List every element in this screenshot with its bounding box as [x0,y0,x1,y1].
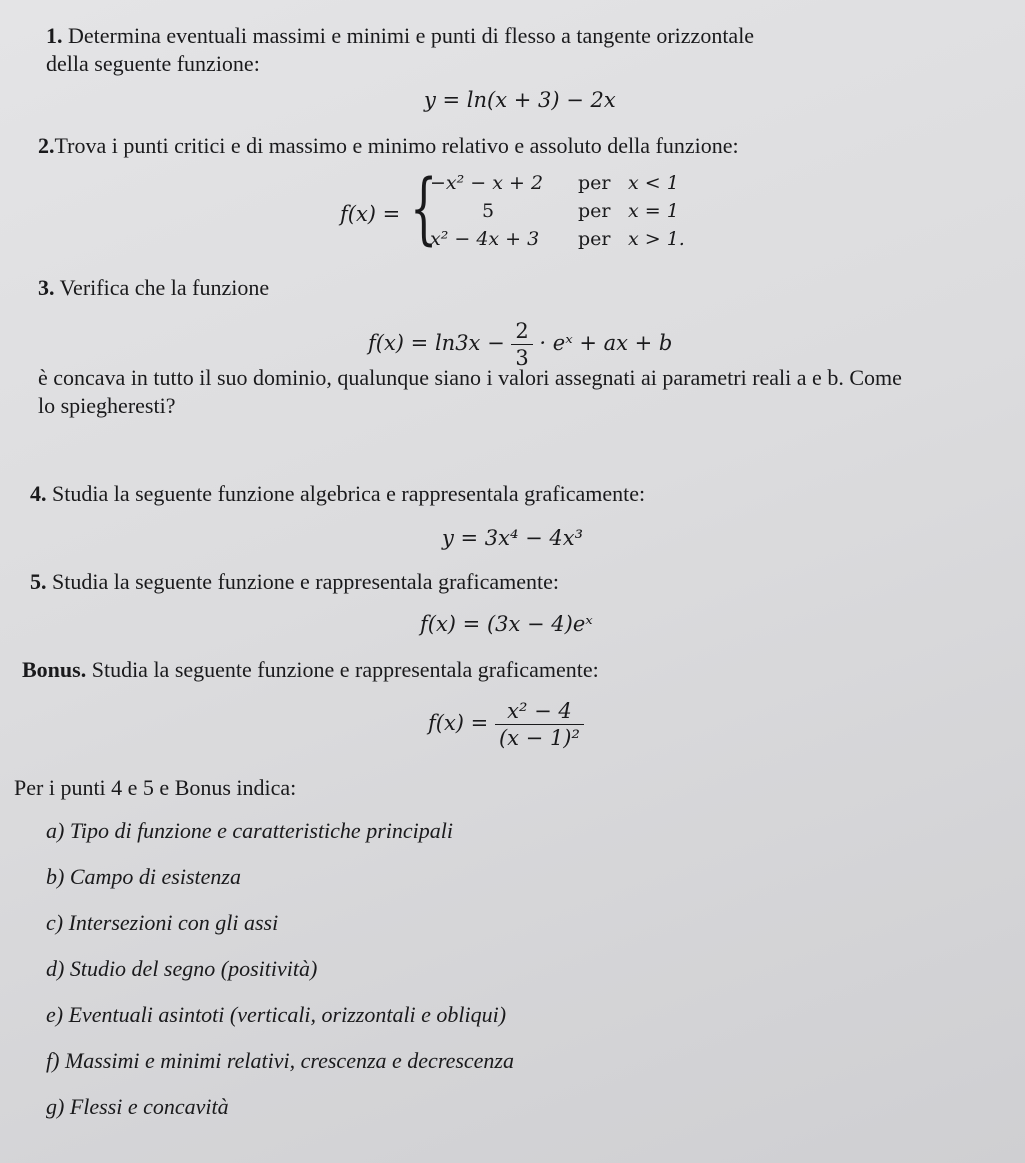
q4-text: Studia la seguente funzione algebrica e rappresentala graficamente: [52,481,646,506]
q2-row-2-expr: 5 [482,200,495,222]
q2-row-1-cond: x < 1 [628,172,679,194]
q1-formula: y = ln(x + 3) − 2x [424,88,616,112]
q3-text-line2: lo spiegheresti? [38,393,176,418]
list-item-a: a) Tipo di funzione e caratteristiche principali [46,818,453,843]
q2-row-2-cond: x = 1 [628,200,679,222]
bonus-lhs: f(x) = [428,711,489,735]
q4-heading [30,480,645,508]
q2-brace: { [410,164,438,254]
q2-row-3-per: per [578,228,611,250]
q3-frac-num: 2 [511,318,532,345]
q5-formula: f(x) = (3x − 4)eˣ [420,612,593,636]
list-item-b: b) Campo di esistenza [46,864,241,889]
list-item-e: e) Eventuali asintoti (verticali, orizzontali e obliqui) [46,1002,507,1027]
q2-lhs: f(x) = [340,202,401,226]
list-item-c: c) Intersezioni con gli assi [46,910,279,935]
q4-formula: y = 3x⁴ − 4x³ [442,526,584,550]
bonus-frac-num: x² − 4 [495,698,584,725]
q2-row-3-expr: x² − 4x + 3 [430,228,540,250]
q5-text: Studia la seguente funzione e rappresentala graficamente: [52,569,559,594]
bonus-heading [22,656,599,684]
q5-heading [30,568,559,596]
bonus-label: Bonus. [22,657,87,682]
bonus-formula [428,698,584,751]
q1-heading [46,22,754,50]
q3-text: Verifica che la funzione [59,275,270,300]
q3-formula-left: f(x) = ln3x − [368,331,505,355]
bonus-text: Studia la seguente funzione e rappresentala graficamente: [91,657,599,682]
list-intro: Per i punti 4 e 5 e Bonus indica: [14,775,297,800]
q1-text-line1: Determina eventuali massimi e minimi e punti di flesso a tangente orizzontale [68,23,755,48]
q2-row-1-expr: −x² − x + 2 [430,172,544,194]
q3-number: 3. [38,275,55,300]
q2-heading [38,132,739,160]
list-item-g: g) Flessi e concavità [46,1094,229,1119]
q3-frac-den: 3 [515,346,529,370]
q5-number: 5. [30,569,47,594]
q2-number: 2. [38,133,55,158]
q2-text: Trova i punti critici e di massimo e minimo relativo e assoluto della funzione: [54,133,739,158]
q3-text-line1: è concava in tutto il suo dominio, qualunque siano i valori assegnati ai parametri reali a e b. Come [38,365,902,390]
list-item-f: f) Massimi e minimi relativi, crescenza e decrescenza [46,1048,514,1073]
q2-row-2-per: per [578,200,611,222]
q1-text-line2: della seguente funzione: [46,51,260,76]
q4-number: 4. [30,481,47,506]
list-item-d: d) Studio del segno (positività) [46,956,318,981]
q3-formula-right: · eˣ + ax + b [539,331,673,355]
q2-row-1-per: per [578,172,611,194]
q2-row-3-cond: x > 1. [628,228,685,250]
q3-heading [38,274,269,302]
q1-number: 1. [46,23,63,48]
bonus-fraction [495,698,584,751]
bonus-frac-den: (x − 1)² [498,726,580,750]
